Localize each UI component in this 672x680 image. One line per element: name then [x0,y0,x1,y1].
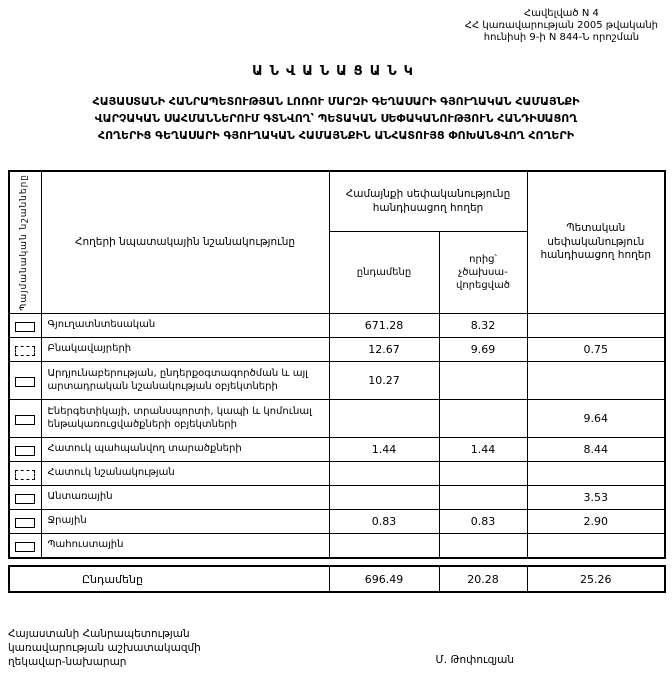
community-total-cell: 0.83 [329,510,439,534]
subtitle-line: ՀՈՂԵՐԻՑ ԳԵՂԱՍԱՐԻ ԳՅՈՒՂԱԿԱՆ ՀԱՄԱՅՆՔԻՆ ԱՆՀԱՏՈՒՅՑ ՓՈԽԱՆՑՎՈՂ ՀՈՂԵՐԻ [97,129,575,143]
community-unused-cell [439,462,527,486]
state-cell: 9.64 [527,400,665,438]
community-total-cell: 10.27 [329,362,439,400]
community-unused-cell: 1.44 [439,438,527,462]
purpose-cell: Անտառային [41,486,329,510]
table-row [9,362,665,400]
document-subtitle [8,93,664,144]
table-row [9,314,665,338]
land-table-header [9,171,665,313]
state-cell [527,462,665,486]
symbol-cell [9,400,41,438]
signatory-title [8,627,201,670]
symbol-cell [9,314,41,338]
community-total-cell: 671.28 [329,314,439,338]
community-unused-cell: 0.83 [439,510,527,534]
purpose-cell: Գյուղատնտեսական [41,314,329,338]
symbols-column-header [9,171,41,313]
community-group-header: Համայնքի սեփականությունը հանդիսացող հողեր [329,171,527,232]
symbol-cell [9,462,41,486]
table-row [9,510,665,534]
purpose-cell: Պահուստային [41,534,329,559]
state-cell [527,314,665,338]
community-total-cell [329,486,439,510]
symbol-cell [9,438,41,462]
signatory-title-line: Հայաստանի Հանրապետության [8,628,190,641]
legend-box-icon [15,322,35,332]
community-total-cell [329,534,439,559]
purpose-cell: Բնակավայրերի [41,338,329,362]
symbol-cell [9,510,41,534]
signatory-title-line: կառավարության աշխատակազմի [8,642,201,655]
legend-box-icon [15,346,35,356]
community-total-cell [329,462,439,486]
symbols-column-header-label: Պայմանական նշանները [19,174,30,312]
total-label-cell: Ընդամենը [9,566,329,592]
state-cell: 3.53 [527,486,665,510]
annex-line: ՀՀ կառավարության 2005 թվականի [464,20,658,31]
purpose-cell: Ջրային [41,510,329,534]
community-unused-cell: 9.69 [439,338,527,362]
legend-box-icon [15,377,35,387]
state-cell [527,362,665,400]
community-unused-header: որից՝ չծախսա- վորեցված [439,232,527,314]
state-cell: 2.90 [527,510,665,534]
total-community-total-cell: 696.49 [329,566,439,592]
total-row [9,566,665,592]
symbol-cell [9,362,41,400]
totals-table [8,565,666,593]
legend-box-icon [15,470,35,480]
table-row [9,338,665,362]
subtitle-line: ՎԱՐՉԱԿԱՆ ՍԱՀՄԱՆՆԵՐՈՒՄ ԳՏՆՎՈՂ՝ ՊԵՏԱԿԱՆ ՍԵՓԱԿԱՆՈՒԹՅՈՒՆ ՀԱՆԴԻՍԱՑՈՂ [94,112,578,126]
legend-box-icon [15,415,35,425]
table-row [9,534,665,559]
community-unused-cell [439,400,527,438]
signatory-title-line: ղեկավար-նախարար [8,656,127,669]
purpose-cell: Հատուկ նշանակության [41,462,329,486]
state-cell: 0.75 [527,338,665,362]
community-unused-cell [439,362,527,400]
symbol-cell [9,486,41,510]
purpose-column-header: Հողերի նպատակային նշանակությունը [41,171,329,313]
state-cell [527,534,665,559]
legend-box-icon [15,542,35,552]
purpose-cell: Արդյունաբերության, ընդերքօգտագործման և այլ արտադրական նշանակության օբյեկտների [41,362,329,400]
symbol-cell [9,338,41,362]
table-row [9,486,665,510]
table-row [9,438,665,462]
state-column-header: Պետական սեփականություն հանդիսացող հողեր [527,171,665,313]
community-total-cell: 12.67 [329,338,439,362]
annex-line: հունիսի 9-ի N 844-Ն որոշման [483,32,640,43]
document-title: ԱՆՎԱՆԱՑԱՆԿ [252,64,420,79]
signature-block [8,627,664,670]
community-unused-cell: 8.32 [439,314,527,338]
table-row [9,462,665,486]
total-community-unused-cell: 20.28 [439,566,527,592]
legend-box-icon [15,446,35,456]
signatory-name: Մ. Թոփուզյան [435,654,514,667]
land-table-body [9,314,665,559]
table-row [9,400,665,438]
community-total-cell: 1.44 [329,438,439,462]
state-cell: 8.44 [527,438,665,462]
subtitle-line: ՀԱՅԱՍՏԱՆԻ ՀԱՆՐԱՊԵՏՈՒԹՅԱՆ ԼՈՌՈՒ ՄԱՐԶԻ ԳԵՂԱՍԱՐԻ ԳՅՈՒՂԱԿԱՆ ՀԱՄԱՅՆՔԻ [92,95,580,108]
purpose-cell: Էներգետիկայի, տրանսպորտի, կապի և կոմունալ ենթակառուցվածքների օբյեկտների [41,400,329,438]
community-total-cell [329,400,439,438]
annex-reference [465,8,658,44]
purpose-cell: Հատուկ պահպանվող տարածքների [41,438,329,462]
community-total-header: ընդամենը [329,232,439,314]
total-state-cell: 25.26 [527,566,665,592]
community-unused-cell [439,486,527,510]
community-unused-cell [439,534,527,559]
legend-box-icon [15,494,35,504]
symbol-cell [9,534,41,559]
annex-line: Հավելված N 4 [524,8,599,19]
legend-box-icon [15,518,35,528]
land-table [8,170,666,559]
